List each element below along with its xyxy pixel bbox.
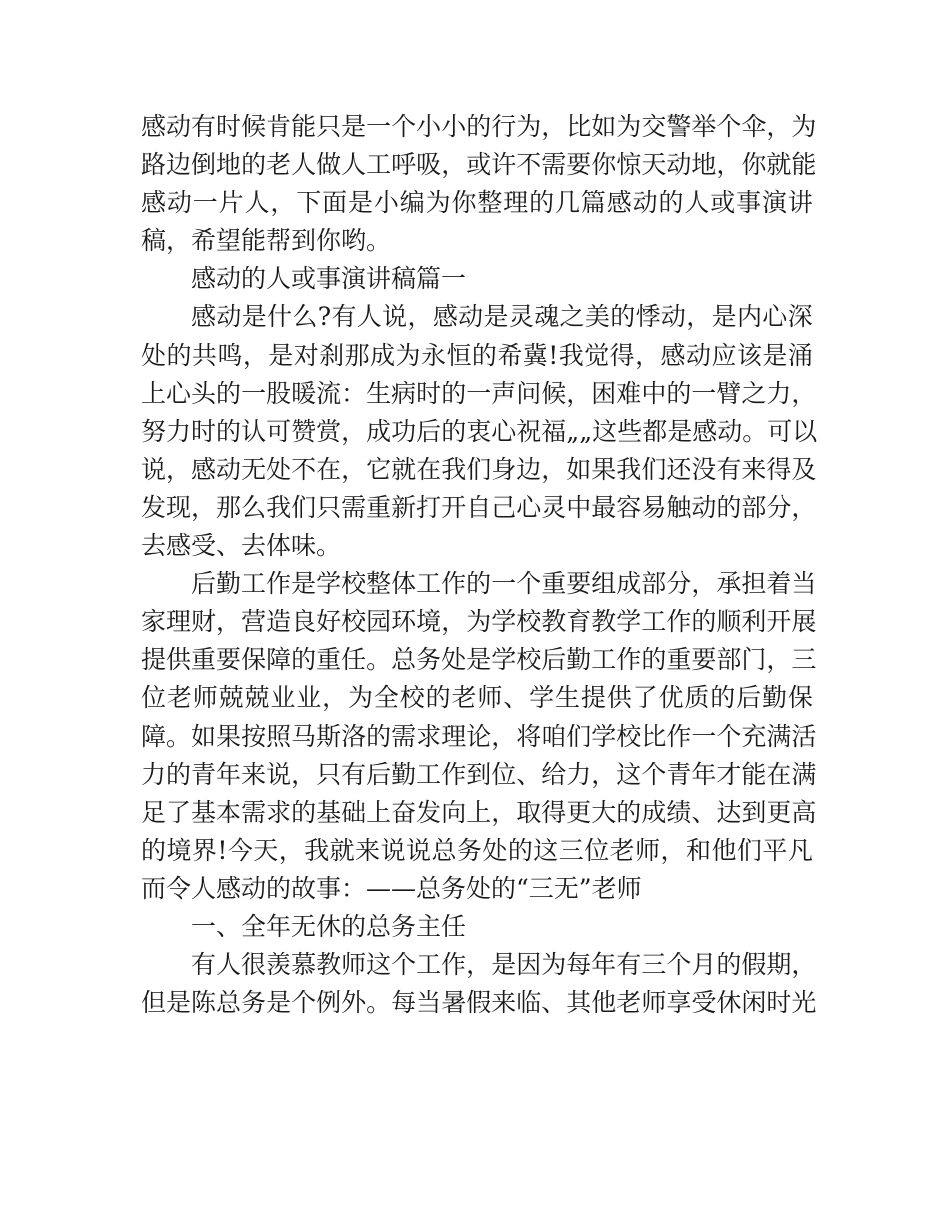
text-line: 路 边 倒 地 的 老 人 做 人 工 呼 吸 ， 或 许 不 需 要 你 惊 天 动 地 ， 你 就 能 — [141, 150, 817, 180]
text-line: 上 心 头 的 一 股 暖 流 ： 生 病 时 的 一 声 问 候 ， 困 难 中 的 一 臂 之 力 ， — [141, 378, 817, 408]
text-line: 感动的人或事演讲稿篇一 — [191, 264, 467, 294]
text-line: 说 ， 感 动 无 处 不 在 ， 它 就 在 我 们 身 边 ， 如 果 我 们 还 没 有 来 得 及 — [141, 454, 817, 484]
text-line: 去感受、去体味。 — [141, 531, 342, 561]
text-line: 有 人 很 羡 慕 教 师 这 个 工 作 ， 是 因 为 每 年 有 三 个 月 的 假 期 ， — [191, 950, 817, 980]
text-line: 力 的 青 年 来 说 ， 只 有 后 勤 工 作 到 位 、 给 力 ， 这 个 青 年 才 能 在 满 — [141, 759, 817, 789]
text-line: 提 供 重 要 保 障 的 重 任 。 总 务 处 是 学 校 后 勤 工 作 的 重 要 部 门 ， 三 — [141, 645, 817, 675]
text-line: 发 现 ， 那 么 我 们 只 需 重 新 打 开 自 己 心 灵 中 最 容 易 触 动 的 部 分 ， — [141, 492, 817, 522]
document-body — [141, 108, 818, 1022]
text-line: 感 动 是 什 么 ? 有 人 说 ， 感 动 是 灵 魂 之 美 的 悸 动 ， 是 内 心 深 — [191, 302, 813, 332]
text-line: 处 的 共 鸣 ， 是 对 刹 那 成 为 永 恒 的 希 冀 ! 我 觉 得 ， 感 动 应 该 是 涌 — [141, 340, 813, 370]
text-line: 感 动 有 时 候 肯 能 只 是 一 个 小 小 的 行 为 ， 比 如 为 交 警 举 个 伞 ， 为 — [141, 112, 817, 141]
text-line: 但 是 陈 总 务 是 个 例 外 。 每 当 暑 假 来 临 、 其 他 老 师 享 受 休 闲 时 光 — [141, 988, 817, 1018]
text-line: 努 力 时 的 认 可 赞 赏 ， 成 功 后 的 衷 心 祝 福 „ „ 这 些 都 是 感 动 。 可 以 — [141, 416, 818, 446]
text-line: 后 勤 工 作 是 学 校 整 体 工 作 的 一 个 重 要 组 成 部 分 ， 承 担 着 当 — [191, 569, 817, 599]
text-line: 而令人感动的故事：——总务处的“三无”老师 — [141, 873, 642, 903]
text-line: 一、全年无休的总务主任 — [191, 911, 467, 941]
text-line: 家 理 财 ， 营 造 良 好 校 园 环 境 ， 为 学 校 教 育 教 学 工 作 的 顺 利 开 展 — [141, 607, 817, 637]
text-line: 障 。 如 果 按 照 马 斯 洛 的 需 求 理 论 ， 将 咱 们 学 校 比 作 一 个 充 满 活 — [141, 721, 817, 751]
text-line: 感 动 一 片 人 ， 下 面 是 小 编 为 你 整 理 的 几 篇 感 动 的 人 或 事 演 讲 — [141, 188, 813, 218]
text-line: 位 老 师 兢 兢 业 业 ， 为 全 校 的 老 师 、 学 生 提 供 了 优 质 的 后 勤 保 — [141, 683, 813, 713]
text-line: 足 了 基 本 需 求 的 基 础 上 奋 发 向 上 ， 取 得 更 大 的 成 绩 、 达 到 更 高 — [141, 797, 817, 827]
text-line: 的 境 界 ! 今 天 ， 我 就 来 说 说 总 务 处 的 这 三 位 老 师 ， 和 他 们 平 凡 — [141, 835, 813, 865]
text-line: 稿，希望能帮到你哟。 — [141, 226, 392, 256]
